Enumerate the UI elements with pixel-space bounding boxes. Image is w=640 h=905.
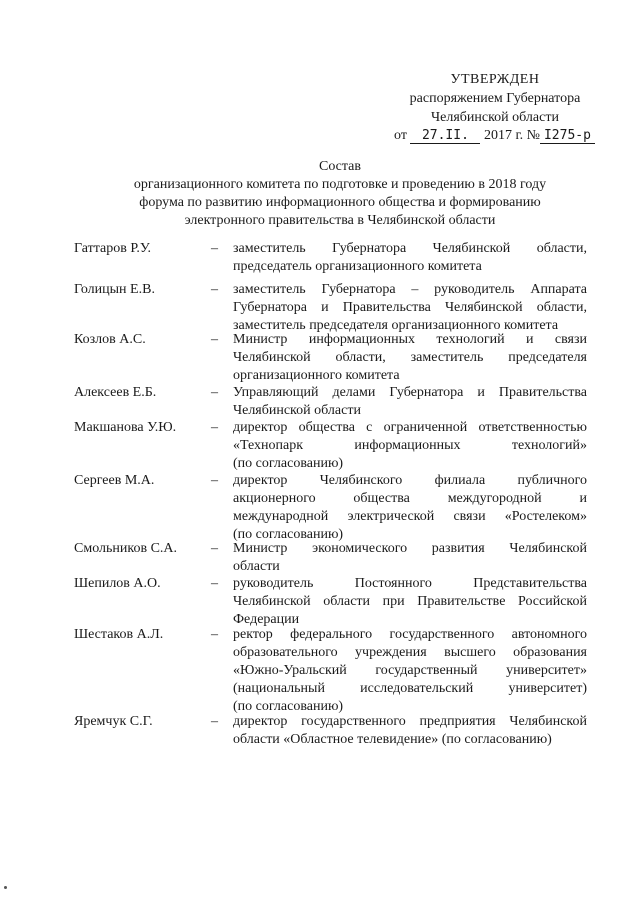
member-role-line: образовательного учреждения высшего образования — [233, 645, 587, 660]
member-role-line: «Южно-Уральский государственный университет» — [233, 663, 587, 678]
member-role-line: ректор федерального государственного автономного — [233, 627, 587, 642]
member-dash: – — [211, 241, 218, 256]
member-role — [233, 331, 587, 385]
title-line-1: Состав — [318, 159, 361, 174]
approval-line-1: распоряжением Губернатора — [409, 91, 581, 106]
member-role-line: председатель организационного комитета — [233, 259, 482, 274]
member-role-line: заместитель Губернатора Челябинской области, — [233, 241, 587, 256]
member-role-line: Челябинской области при Правительстве Российской — [233, 594, 587, 609]
member-role-line: Управляющий делами Губернатора и Правительства — [233, 385, 587, 400]
title-line-3: форума по развитию информационного общества и формированию — [139, 195, 541, 210]
number-prefix: № — [526, 128, 540, 143]
member-role — [233, 472, 587, 544]
member-role-line: Челябинской области — [233, 403, 361, 418]
member-role — [233, 384, 587, 420]
member-dash: – — [211, 420, 218, 435]
member-role-line: (по согласованию) — [233, 456, 344, 471]
member-dash: – — [211, 282, 218, 297]
title-line-2: организационного комитета по подготовке и проведению в 2018 году — [133, 177, 547, 192]
member-role — [233, 419, 587, 473]
date-prefix: от — [394, 128, 407, 143]
member-role-line: (по согласованию) — [233, 699, 344, 714]
member-role — [233, 540, 587, 576]
member-role-line: Министр информационных технологий и связи — [233, 332, 587, 347]
member-role-line: акционерного общества междугородной и — [233, 491, 587, 506]
member-name: Шестаков А.Л. — [74, 627, 164, 642]
member-name: Смольников С.А. — [74, 541, 178, 556]
member-role-line: руководитель Постоянного Представительства — [233, 576, 587, 591]
member-name: Яремчук С.Г. — [74, 714, 153, 729]
member-role-line: (по согласованию) — [233, 527, 344, 542]
member-role-line: директор государственного предприятия Челябинской — [233, 714, 587, 729]
member-dash: – — [211, 576, 218, 591]
member-dash: – — [211, 473, 218, 488]
member-role-line: области «Областное телевидение» (по согласованию) — [233, 732, 552, 747]
member-role-line: заместитель Губернатора – руководитель Аппарата — [233, 282, 587, 297]
member-name: Алексеев Е.Б. — [74, 385, 157, 400]
member-role-line: «Технопарк информационных технологий» — [233, 438, 587, 453]
member-dash: – — [211, 627, 218, 642]
number-value: I275-р — [540, 129, 595, 144]
member-name: Шепилов А.О. — [74, 576, 161, 591]
member-role-line: Губернатора и Правительства Челябинской области, — [233, 300, 587, 315]
member-role — [233, 240, 587, 276]
member-role-line: заместитель председателя организационного комитета — [233, 318, 559, 333]
member-name: Макшанова У.Ю. — [74, 420, 177, 435]
member-dash: – — [211, 332, 218, 347]
member-role — [233, 713, 587, 749]
member-role-line: Челябинской области, заместитель председателя — [233, 350, 587, 365]
member-role-line: международной электрической связи «Ростелеком» — [233, 509, 587, 524]
approval-heading: УТВЕРЖДЕН — [450, 72, 540, 87]
margin-mark — [4, 886, 7, 889]
member-name: Сергеев М.А. — [74, 473, 155, 488]
member-role-line: директор общества с ограниченной ответственностью — [233, 420, 587, 435]
member-name: Голицын Е.В. — [74, 282, 155, 297]
member-dash: – — [211, 714, 218, 729]
year-text: 2017 г. — [483, 128, 524, 143]
member-role-line: директор Челябинского филиала публичного — [233, 473, 587, 488]
member-role — [233, 575, 587, 629]
member-name: Козлов А.С. — [74, 332, 146, 347]
date-value: 27.II. — [410, 129, 480, 144]
member-role-line: организационного комитета — [233, 368, 400, 383]
member-dash: – — [211, 385, 218, 400]
member-role-line: области — [233, 559, 280, 574]
member-role — [233, 626, 587, 716]
member-role-line: (национальный исследовательский университет) — [233, 681, 587, 696]
member-dash: – — [211, 541, 218, 556]
member-name: Гаттаров Р.У. — [74, 241, 151, 256]
approval-line-2: Челябинской области — [431, 110, 559, 125]
member-role-line: Федерации — [233, 612, 300, 627]
member-role-line: Министр экономического развития Челябинской — [233, 541, 587, 556]
member-role — [233, 281, 587, 335]
title-line-4: электронного правительства в Челябинской области — [184, 213, 496, 228]
